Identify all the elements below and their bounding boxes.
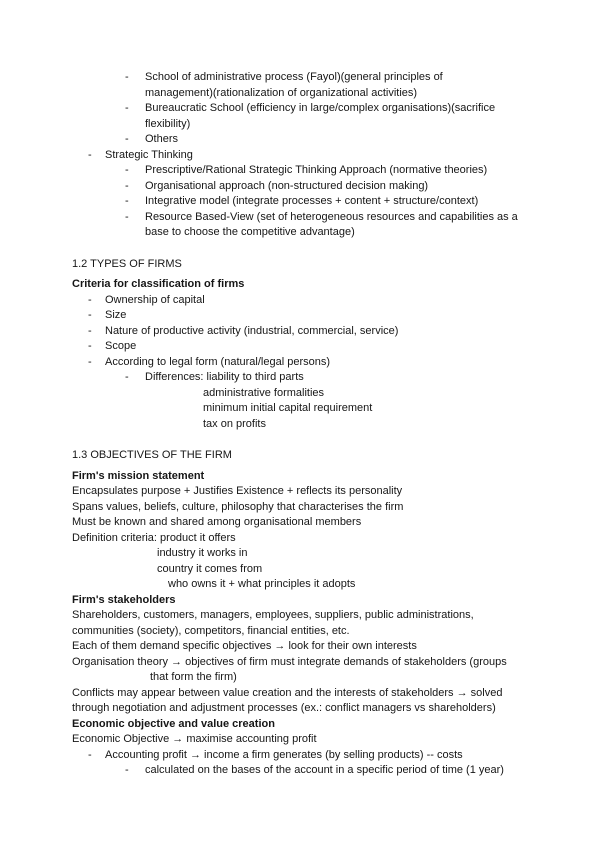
text-line	[72, 608, 570, 624]
line-text: Differences: liability to third parts	[145, 371, 304, 383]
text-line	[72, 132, 570, 148]
line-text: Ownership of capital	[105, 293, 205, 306]
line-text: Criteria for classification of firms	[72, 278, 245, 290]
text-line	[72, 417, 570, 433]
line-text: Integrative model (integrate processes + content + structure/context)	[145, 195, 479, 207]
line-text: that form the firm)	[150, 671, 237, 683]
line-text: who owns it + what principles it adopts	[168, 578, 356, 590]
bullet-dash: -	[88, 309, 92, 321]
bullet-dash: -	[88, 148, 92, 161]
bullet-dash: -	[125, 210, 129, 223]
bullet-dash: -	[125, 764, 129, 776]
text-line	[72, 386, 570, 402]
line-text: Organisation theory → objectives of firm must integrate demands of stakeholders (groups	[72, 655, 507, 668]
line-text: Each of them demand specific objectives → look for their own interests	[72, 640, 417, 652]
text-line	[72, 355, 570, 371]
text-line	[72, 117, 570, 133]
line-text: Encapsulates purpose + Justifies Existence + reflects its personality	[72, 485, 403, 497]
text-line	[72, 257, 570, 273]
text-line	[72, 339, 570, 355]
text-line	[72, 179, 570, 195]
line-text: 1.2 TYPES OF FIRMS	[72, 257, 182, 270]
bullet-dash: -	[125, 133, 129, 145]
line-text: According to legal form (natural/legal persons)	[105, 355, 331, 368]
line-text: Nature of productive activity (industrial, commercial, service)	[105, 324, 399, 337]
text-line	[72, 210, 570, 226]
line-text: 1.3 OBJECTIVES OF THE FIRM	[72, 449, 232, 461]
text-line	[72, 401, 570, 417]
line-text: Size	[105, 309, 127, 321]
text-line	[72, 70, 570, 86]
bullet-dash: -	[125, 71, 129, 83]
bullet-dash: -	[88, 324, 92, 337]
line-text: Definition criteria: product it offers	[72, 531, 236, 544]
line-text: Economic objective and value creation	[72, 717, 275, 730]
line-text: Conflicts may appear between value creation and the interests of stakeholders → solved	[72, 686, 503, 699]
line-text: Scope	[105, 340, 137, 352]
line-text: Organisational approach (non-structured decision making)	[145, 179, 429, 192]
line-text: Spans values, beliefs, culture, philosophy that characterises the firm	[72, 500, 404, 513]
line-text: through negotiation and adjustment processes (ex.: conflict managers vs shareholders)	[72, 702, 496, 714]
bullet-dash: -	[88, 355, 92, 368]
line-text: Resource Based-View (set of heterogeneous resources and capabilities as a	[145, 210, 518, 223]
line-text: industry it works in	[157, 547, 248, 559]
bullet-dash: -	[88, 748, 92, 761]
bullet-dash: -	[125, 371, 129, 383]
line-text: management)(rationalization of organizational activities)	[145, 86, 418, 99]
text-line	[72, 324, 570, 340]
text-line	[72, 194, 570, 210]
line-text: tax on profits	[203, 417, 266, 430]
line-text: Prescriptive/Rational Strategic Thinking Approach (normative theories)	[145, 164, 488, 176]
bullet-dash: -	[125, 164, 129, 176]
text-line	[72, 686, 570, 702]
line-text: School of administrative process (Fayol)(general principles of	[145, 71, 443, 83]
text-line	[72, 624, 570, 640]
text-line	[72, 593, 570, 609]
text-line	[72, 531, 570, 547]
line-text: country it comes from	[157, 562, 263, 575]
document-content	[72, 70, 570, 779]
text-line	[72, 717, 570, 733]
line-text: minimum initial capital requirement	[203, 402, 373, 414]
text-line	[72, 701, 570, 717]
text-line	[72, 577, 570, 593]
text-line	[72, 639, 570, 655]
text-line	[72, 763, 570, 779]
text-line	[72, 515, 570, 531]
line-text: Accounting profit → income a firm generates (by selling products) -- costs	[105, 748, 463, 761]
text-line	[72, 732, 570, 748]
bullet-dash: -	[125, 179, 129, 192]
line-text: Firm's stakeholders	[72, 593, 176, 606]
text-line	[72, 655, 570, 671]
text-line	[72, 448, 570, 464]
text-line	[72, 308, 570, 324]
text-line	[72, 748, 570, 764]
bullet-dash: -	[88, 293, 92, 306]
line-text: communities (society), competitors, financial entities, etc.	[72, 624, 350, 637]
text-line	[72, 293, 570, 309]
line-text: Must be known and shared among organisational members	[72, 516, 362, 528]
text-line	[72, 163, 570, 179]
bullet-dash: -	[88, 340, 92, 352]
text-line	[72, 225, 570, 241]
line-text: Strategic Thinking	[105, 148, 193, 161]
text-line	[72, 148, 570, 164]
text-line	[72, 101, 570, 117]
text-line	[72, 370, 570, 386]
line-text: flexibility)	[145, 117, 191, 130]
line-text: administrative formalities	[203, 386, 325, 399]
text-line	[72, 484, 570, 500]
line-text: Shareholders, customers, managers, employees, suppliers, public administrations,	[72, 609, 474, 621]
text-line	[72, 86, 570, 102]
bullet-dash: -	[125, 102, 129, 114]
text-line	[72, 277, 570, 293]
line-text: Others	[145, 133, 179, 145]
bullet-dash: -	[125, 195, 129, 207]
text-line	[72, 469, 570, 485]
text-line	[72, 562, 570, 578]
line-text: base to choose the competitive advantage)	[145, 226, 355, 238]
line-text: Economic Objective → maximise accounting profit	[72, 733, 317, 745]
text-line	[72, 546, 570, 562]
text-line	[72, 670, 570, 686]
line-text: Bureaucratic School (efficiency in large/complex organisations)(sacrifice	[145, 102, 496, 114]
line-text: Firm's mission statement	[72, 469, 205, 482]
text-line	[72, 500, 570, 516]
line-text: calculated on the bases of the account in a specific period of time (1 year)	[145, 764, 504, 776]
